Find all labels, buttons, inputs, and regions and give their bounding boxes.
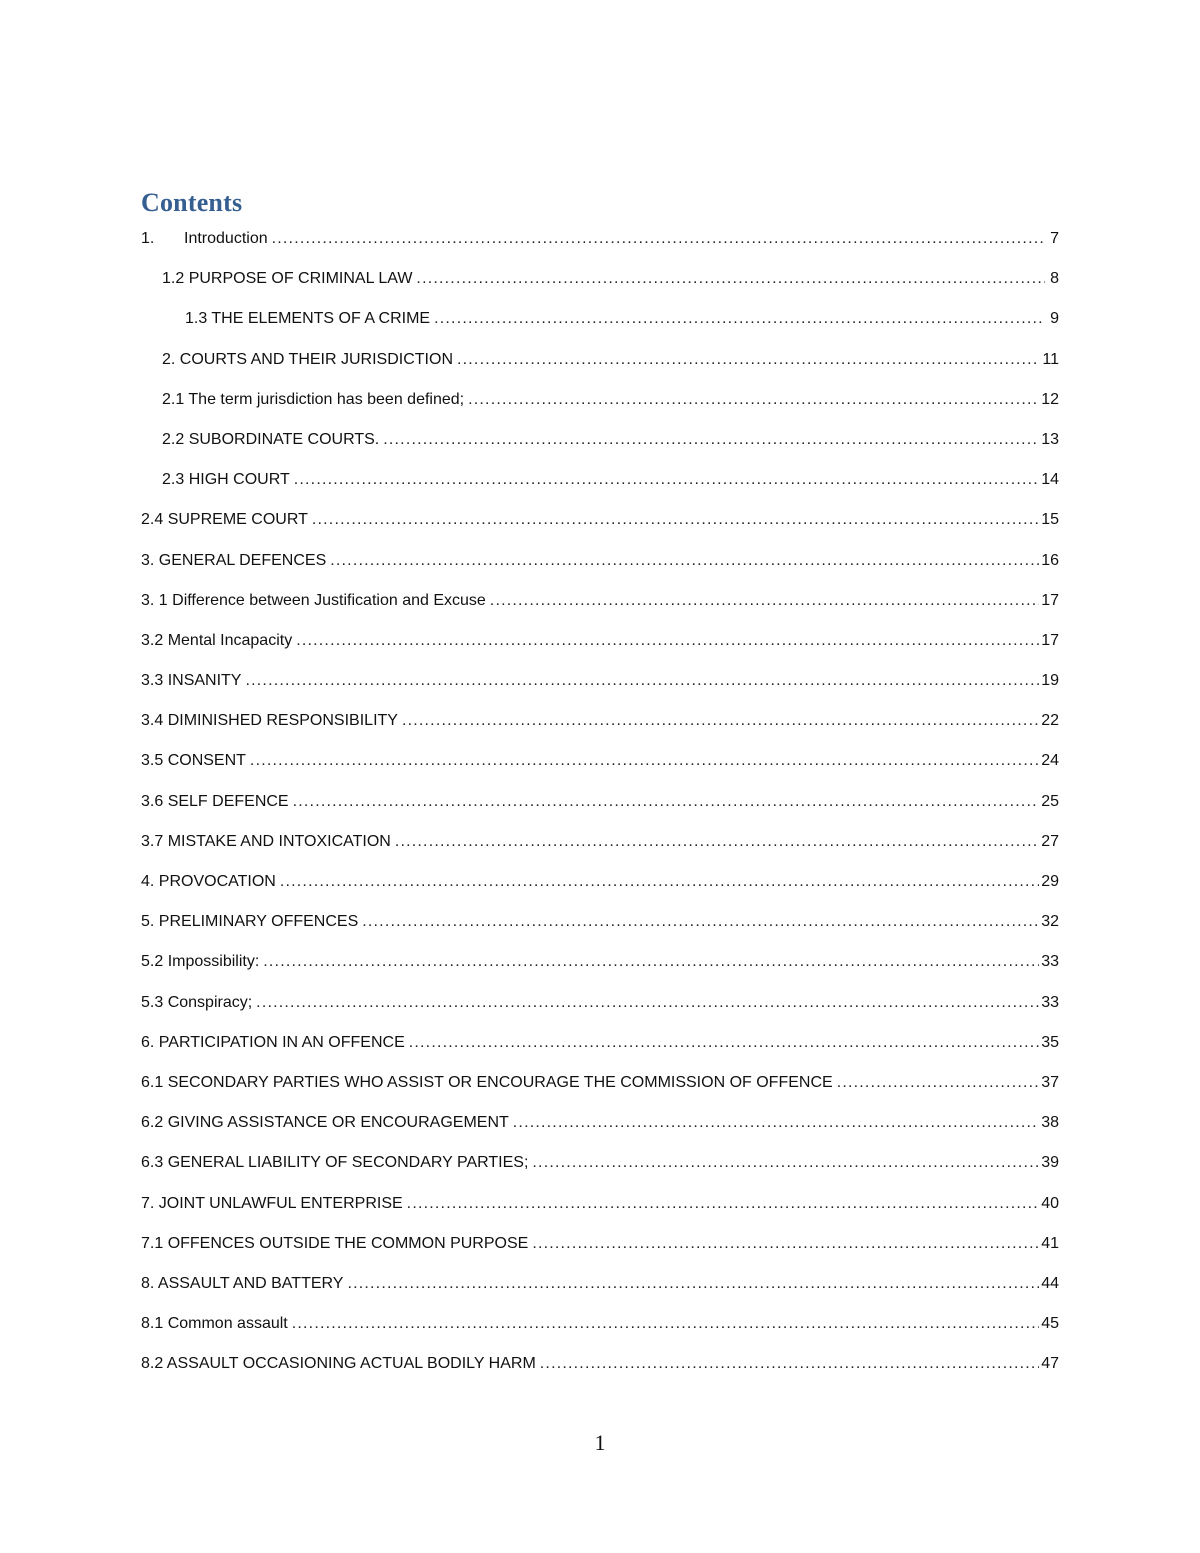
toc-entry-page: 9 xyxy=(1050,310,1059,328)
toc-entry[interactable] xyxy=(141,1307,1059,1347)
toc-entry-page: 44 xyxy=(1041,1274,1059,1292)
toc-entry-page: 45 xyxy=(1041,1315,1059,1333)
toc-entry-label: 3.6 SELF DEFENCE xyxy=(141,792,289,810)
toc-entry-page: 15 xyxy=(1041,511,1059,529)
toc-entry-page: 19 xyxy=(1041,672,1059,690)
toc-entry[interactable] xyxy=(141,383,1059,423)
toc-entry-page: 33 xyxy=(1041,953,1059,971)
toc-dot-leader xyxy=(272,222,1045,256)
toc-dot-leader xyxy=(280,865,1039,899)
toc-entry[interactable] xyxy=(141,503,1059,543)
toc-entry-label: 8.1 Common assault xyxy=(141,1315,288,1333)
toc-dot-leader xyxy=(245,664,1039,698)
toc-entry-label: 5. PRELIMINARY OFFENCES xyxy=(141,913,359,931)
toc-entry[interactable] xyxy=(141,343,1059,383)
toc-dot-leader xyxy=(395,825,1039,859)
toc-entry[interactable] xyxy=(141,945,1059,985)
toc-entry-label: 1.3 THE ELEMENTS OF A CRIME xyxy=(185,310,431,328)
toc-dot-leader xyxy=(312,503,1039,537)
toc-dot-leader xyxy=(416,262,1045,296)
toc-entry-page: 32 xyxy=(1041,913,1059,931)
toc-entry-label: 5.3 Conspiracy; xyxy=(141,993,253,1011)
toc-entry-label: 2. COURTS AND THEIR JURISDICTION xyxy=(162,350,453,368)
toc-entry-label: 2.3 HIGH COURT xyxy=(162,471,290,489)
toc-entry-page: 12 xyxy=(1041,390,1059,408)
toc-entry-label: 7.1 OFFENCES OUTSIDE THE COMMON PURPOSE xyxy=(141,1234,529,1252)
toc-entry-label: 3. 1 Difference between Justification and Excuse xyxy=(141,591,486,609)
toc-dot-leader xyxy=(256,986,1039,1020)
toc-entry-page: 39 xyxy=(1041,1154,1059,1172)
toc-entry-label: 6.1 SECONDARY PARTIES WHO ASSIST OR ENCOURAGE THE COMMISSION OF OFFENCE xyxy=(141,1073,833,1091)
toc-entry[interactable] xyxy=(141,825,1059,865)
toc-dot-leader xyxy=(434,302,1045,336)
toc-dot-leader xyxy=(837,1066,1040,1100)
toc-entry[interactable] xyxy=(141,1146,1059,1186)
toc-entry-page: 40 xyxy=(1041,1194,1059,1212)
toc-entry[interactable] xyxy=(141,1227,1059,1267)
toc-entry[interactable] xyxy=(141,423,1059,463)
toc-entry-page: 17 xyxy=(1041,631,1059,649)
toc-entry-label: 2.1 The term jurisdiction has been defined; xyxy=(162,390,465,408)
toc-entry-page: 17 xyxy=(1041,591,1059,609)
toc-entry-page: 47 xyxy=(1041,1355,1059,1373)
toc-entry-page: 37 xyxy=(1041,1073,1059,1091)
toc-entry-label: 3. GENERAL DEFENCES xyxy=(141,551,327,569)
toc-dot-leader xyxy=(532,1227,1039,1261)
toc-entry-page: 16 xyxy=(1041,551,1059,569)
toc-entry-page: 24 xyxy=(1041,752,1059,770)
toc-dot-leader xyxy=(296,624,1039,658)
toc-entry[interactable] xyxy=(141,785,1059,825)
toc-entry[interactable] xyxy=(141,463,1059,503)
toc-dot-leader xyxy=(490,584,1039,618)
toc-entry-page: 22 xyxy=(1041,712,1059,730)
toc-dot-leader xyxy=(402,704,1039,738)
toc-entry-label: 3.3 INSANITY xyxy=(141,672,242,690)
toc-entry[interactable] xyxy=(141,624,1059,664)
toc-entry[interactable] xyxy=(141,544,1059,584)
toc-entry-page: 41 xyxy=(1041,1234,1059,1252)
toc-entry-page: 13 xyxy=(1041,430,1059,448)
toc-entry[interactable] xyxy=(141,986,1059,1026)
toc-entry-label: 3.4 DIMINISHED RESPONSIBILITY xyxy=(141,712,398,730)
toc-entry-page: 27 xyxy=(1041,832,1059,850)
toc-entry-label: 7. JOINT UNLAWFUL ENTERPRISE xyxy=(141,1194,403,1212)
toc-entry[interactable] xyxy=(141,584,1059,624)
toc-entry-page: 29 xyxy=(1041,873,1059,890)
toc-dot-leader xyxy=(383,423,1039,457)
toc-dot-leader xyxy=(362,905,1039,939)
toc-dot-leader xyxy=(347,1267,1039,1301)
toc-entry-page: 8 xyxy=(1050,270,1059,288)
toc-entry-label: 6.2 GIVING ASSISTANCE OR ENCOURAGEMENT xyxy=(141,1114,509,1132)
toc-entry-page: 35 xyxy=(1041,1033,1059,1051)
toc-dot-leader xyxy=(540,1347,1039,1381)
toc-dot-leader xyxy=(457,343,1040,377)
toc-entry[interactable] xyxy=(141,704,1059,744)
toc-entry-page: 11 xyxy=(1042,350,1059,368)
toc-title: Contents xyxy=(141,188,243,217)
toc-entry[interactable] xyxy=(141,744,1059,784)
toc-dot-leader xyxy=(292,1307,1039,1341)
toc-entry[interactable] xyxy=(141,1187,1059,1227)
toc-entry-page: 33 xyxy=(1041,993,1059,1011)
toc-entry-label: 4. PROVOCATION xyxy=(141,873,276,890)
toc-entry-label: 3.5 CONSENT xyxy=(141,752,246,770)
toc-dot-leader xyxy=(330,544,1039,578)
toc-entry[interactable] xyxy=(141,262,1059,302)
table-of-contents xyxy=(141,222,1059,1387)
toc-dot-leader xyxy=(468,383,1039,417)
toc-entry[interactable] xyxy=(141,1267,1059,1307)
toc-entry-label: Introduction xyxy=(184,230,268,247)
toc-dot-leader xyxy=(513,1106,1039,1140)
toc-entry-label: 6.3 GENERAL LIABILITY OF SECONDARY PARTIES; xyxy=(141,1154,529,1172)
toc-entry-page: 25 xyxy=(1041,792,1059,810)
toc-dot-leader xyxy=(294,463,1039,497)
toc-dot-leader xyxy=(409,1026,1039,1060)
toc-dot-leader xyxy=(263,945,1039,979)
toc-entry-label: 8.2 ASSAULT OCCASIONING ACTUAL BODILY HARM xyxy=(141,1355,536,1373)
toc-entry-page: 38 xyxy=(1041,1114,1059,1132)
toc-dot-leader xyxy=(532,1146,1039,1180)
toc-entry-label: 8. ASSAULT AND BATTERY xyxy=(141,1274,344,1292)
toc-entry-number: 1. xyxy=(141,230,155,247)
toc-entry-label: 5.2 Impossibility: xyxy=(141,953,260,971)
toc-entry-label: 6. PARTICIPATION IN AN OFFENCE xyxy=(141,1033,405,1051)
toc-entry[interactable] xyxy=(141,1347,1059,1387)
toc-entry[interactable] xyxy=(141,1066,1059,1106)
toc-dot-leader xyxy=(293,785,1040,819)
toc-entry-page: 7 xyxy=(1050,230,1059,247)
toc-dot-leader xyxy=(250,744,1039,778)
toc-entry[interactable] xyxy=(141,865,1059,905)
toc-entry-label: 2.2 SUBORDINATE COURTS. xyxy=(162,430,380,448)
page-number: 1 xyxy=(594,1430,606,1455)
toc-entry[interactable] xyxy=(141,664,1059,704)
toc-entry-label: 2.4 SUPREME COURT xyxy=(141,511,308,529)
toc-entry[interactable] xyxy=(141,1026,1059,1066)
toc-entry-label: 3.7 MISTAKE AND INTOXICATION xyxy=(141,832,391,850)
toc-entry[interactable] xyxy=(141,1106,1059,1146)
toc-entry-label: 3.2 Mental Incapacity xyxy=(141,631,293,649)
toc-entry[interactable] xyxy=(141,905,1059,945)
toc-entry-page: 14 xyxy=(1041,471,1059,489)
toc-entry[interactable] xyxy=(141,222,1059,262)
toc-dot-leader xyxy=(407,1187,1040,1221)
toc-entry-label: 1.2 PURPOSE OF CRIMINAL LAW xyxy=(162,270,413,288)
toc-entry[interactable] xyxy=(141,302,1059,342)
